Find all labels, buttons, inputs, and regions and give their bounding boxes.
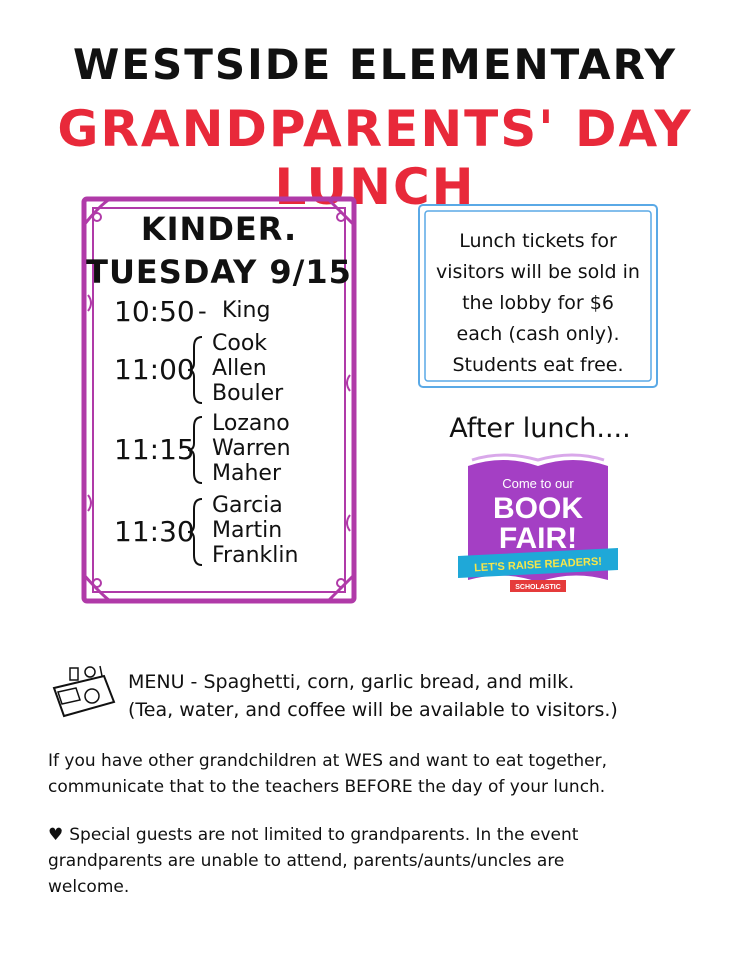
- time-slot: [80, 411, 358, 489]
- ticket-text: [422, 226, 654, 381]
- teacher-name: Warren: [212, 436, 291, 461]
- teacher-list: [212, 493, 298, 568]
- book-fair-line1: Come to our: [502, 476, 574, 491]
- teacher-name: King: [222, 298, 271, 323]
- note-line: Special guests are not limited to grandparents. In the event: [69, 825, 579, 845]
- brace-icon: [186, 415, 206, 485]
- note-line: communicate that to the teachers BEFORE the day of your lunch.: [48, 777, 606, 797]
- book-fair-publisher: SCHOLASTIC: [515, 584, 561, 591]
- after-lunch-label: After lunch....: [449, 413, 631, 444]
- menu-text: [128, 668, 618, 724]
- ticket-info-box: [416, 202, 660, 390]
- book-fair-line3: FAIR!: [498, 522, 578, 555]
- slot-time: 11:15: [114, 433, 195, 466]
- ticket-line: Lunch tickets for: [459, 230, 617, 252]
- heart-icon: ♥: [48, 825, 64, 845]
- slot-time: 11:30: [114, 515, 195, 548]
- menu-line: (Tea, water, and coffee will be available to visitors.): [128, 699, 618, 721]
- time-slot: [80, 493, 358, 571]
- ticket-line: Students eat free.: [452, 354, 624, 376]
- menu-line: MENU - Spaghetti, corn, garlic bread, and milk.: [128, 671, 575, 693]
- ticket-line: the lobby for $6: [462, 292, 614, 314]
- teacher-name: Maher: [212, 461, 281, 486]
- event-title: GRANDPARENTS' DAY LUNCH: [57, 100, 693, 216]
- teacher-list: [212, 331, 283, 406]
- brace-icon: [186, 335, 206, 405]
- note-line: grandparents are unable to attend, parents/aunts/uncles are: [48, 851, 565, 871]
- book-fair-ribbon: LET'S RAISE READERS!: [473, 555, 603, 575]
- slot-dash: -: [198, 297, 207, 325]
- teacher-name: Cook: [212, 331, 268, 356]
- teacher-name: Franklin: [212, 543, 299, 568]
- teacher-name: Bouler: [212, 381, 284, 406]
- ticket-line: visitors will be sold in: [436, 261, 640, 283]
- teacher-name: Lozano: [212, 411, 290, 436]
- slot-time: 10:50: [114, 295, 195, 328]
- schedule-date: TUESDAY 9/15: [86, 253, 352, 291]
- grade-label: KINDER.: [140, 210, 298, 248]
- book-fair-line2: BOOK: [493, 492, 583, 525]
- school-name: WESTSIDE ELEMENTARY: [72, 40, 678, 89]
- brace-icon: [186, 497, 206, 567]
- time-slot: [80, 295, 358, 329]
- schedule-card: [80, 195, 358, 605]
- time-slot: [80, 331, 358, 409]
- slot-time: 11:00: [114, 353, 195, 386]
- siblings-note: [48, 748, 718, 800]
- teacher-name: Garcia: [212, 493, 283, 518]
- guests-note: [48, 822, 718, 900]
- teacher-name: Allen: [212, 356, 267, 381]
- teacher-list: [212, 411, 291, 486]
- note-line: If you have other grandchildren at WES and want to eat together,: [48, 751, 608, 771]
- book-fair-logo: [458, 452, 618, 602]
- note-line: welcome.: [48, 877, 130, 897]
- ticket-line: each (cash only).: [456, 323, 620, 345]
- lunch-tray-icon: [48, 662, 118, 718]
- teacher-name: Martin: [212, 518, 283, 543]
